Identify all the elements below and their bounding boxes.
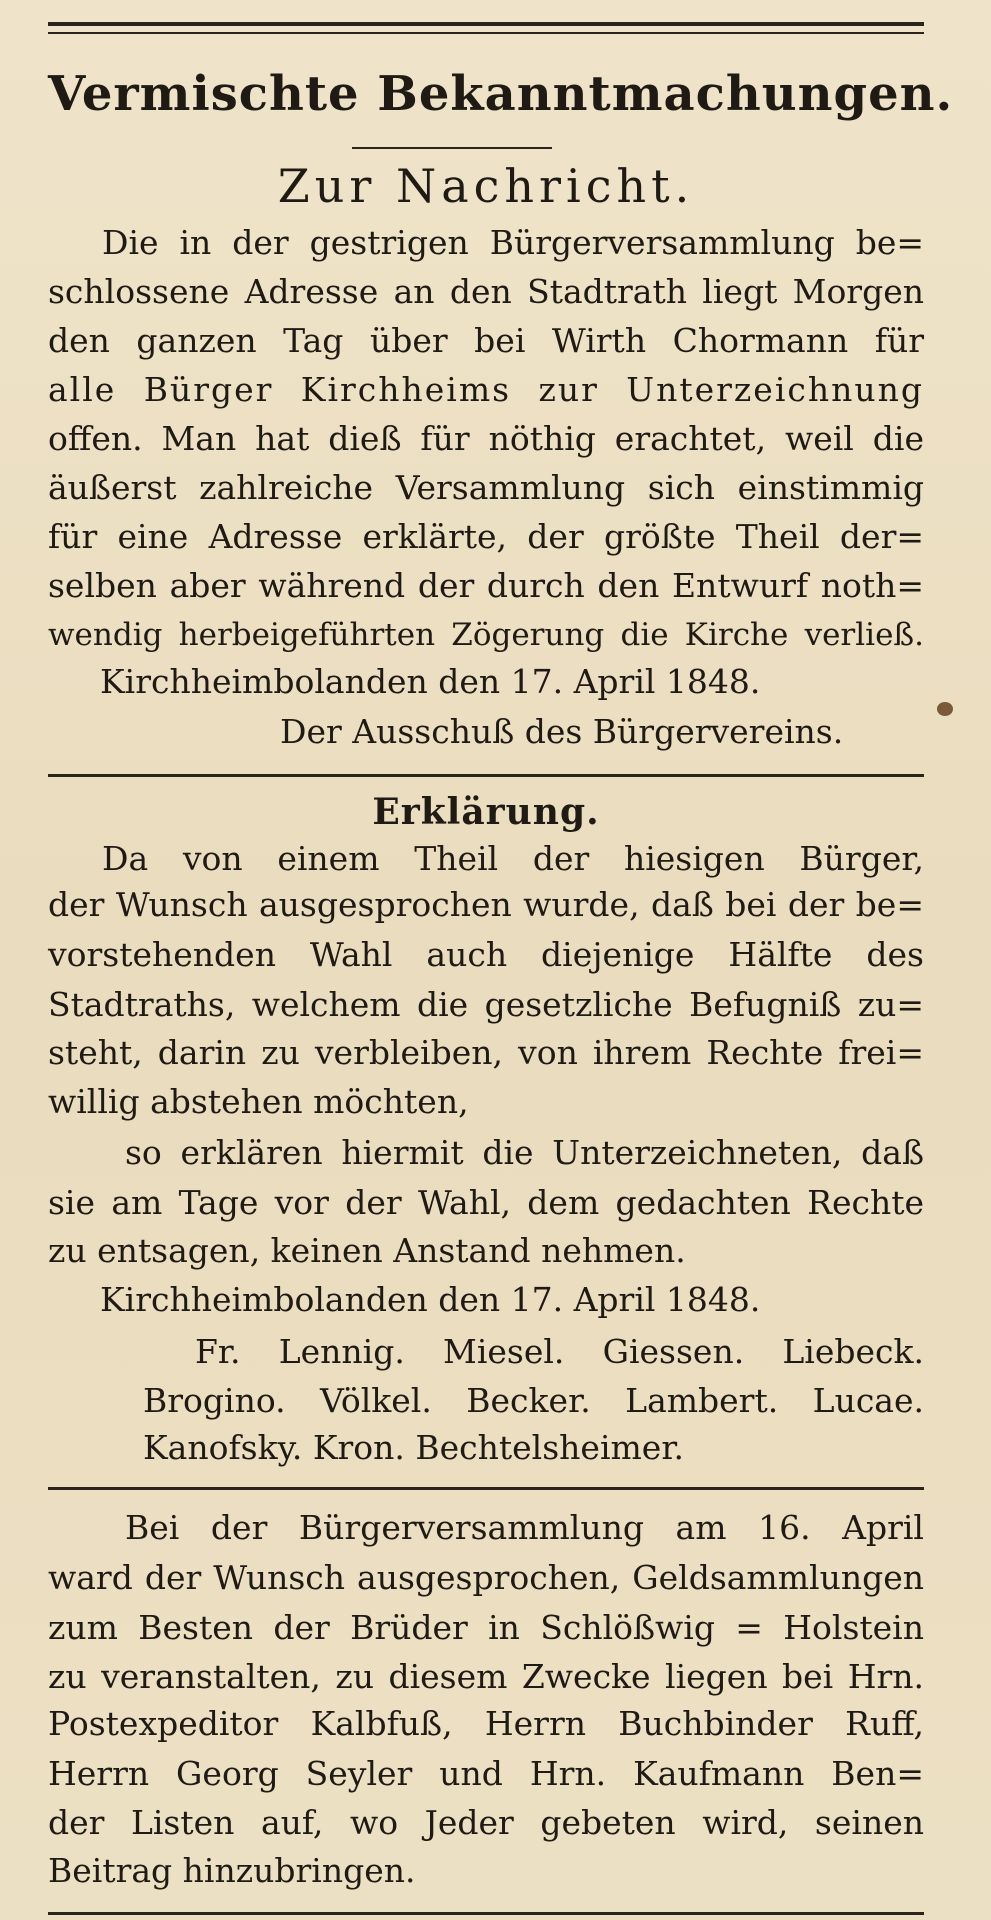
notice1-line: Die in der gestrigen Bürgerversammlung be= <box>102 223 924 262</box>
notice2-title: Erklärung. <box>372 791 600 833</box>
notice1-title: Zur Nachricht. <box>277 159 695 213</box>
notice1-line: schlossene Adresse an den Stadtrath liegt Morgen <box>48 272 924 311</box>
notice3-line: Bei der Bürgerversammlung am 16. April <box>125 1508 924 1547</box>
notice3-line: der Listen auf, wo Jeder gebeten wird, seinen <box>48 1803 924 1842</box>
notice3-line: Beitrag hinzubringen. <box>48 1851 416 1890</box>
top-rule <box>48 22 924 26</box>
separator-rule-2 <box>48 1487 924 1490</box>
notice3-line: Herrn Georg Seyler und Hrn. Kaufmann Ben= <box>48 1754 924 1793</box>
notice3-line: ward der Wunsch ausgesprochen, Geldsammlungen <box>48 1558 924 1597</box>
notice1-signature: Der Ausschuß des Bürgervereins. <box>280 712 844 751</box>
notice2-signers: Brogino. Völkel. Becker. Lambert. Lucae. <box>143 1381 924 1420</box>
title-underline <box>352 147 552 149</box>
notice2-line: willig abstehen möchten, <box>48 1082 469 1121</box>
notice2-line: so erklären hiermit die Unterzeichneten, daß <box>125 1133 924 1172</box>
notice2-signers: Kanofsky. Kron. Bechtelsheimer. <box>143 1428 684 1467</box>
notice1-line: alle Bürger Kirchheims zur Unterzeichnung <box>48 370 924 409</box>
notice2-date: Kirchheimbolanden den 17. April 1848. <box>100 1280 761 1319</box>
notice2-line: Stadtraths, welchem die gesetzliche Befugniß zu= <box>48 985 924 1024</box>
notice2-line: der Wunsch ausgesprochen wurde, daß bei der be= <box>48 885 924 924</box>
notice1-line: den ganzen Tag über bei Wirth Chormann für <box>48 321 924 360</box>
ink-stain <box>937 702 953 716</box>
section-title: Vermischte Bekanntmachungen. <box>48 66 954 122</box>
notice1-date: Kirchheimbolanden den 17. April 1848. <box>100 662 761 701</box>
separator-rule-1 <box>48 774 924 777</box>
notice2-line: sie am Tage vor der Wahl, dem gedachten Rechte <box>48 1183 924 1222</box>
notice2-line: Da von einem Theil der hiesigen Bürger, <box>102 839 924 878</box>
notice3-line: Postexpeditor Kalbfuß, Herrn Buchbinder Ruff, <box>48 1704 924 1743</box>
notice1-line: wendig herbeigeführten Zögerung die Kirche verließ. <box>48 617 924 653</box>
bottom-rule <box>48 1912 924 1915</box>
top-rule-thin <box>48 32 924 34</box>
notice1-line: selben aber während der durch den Entwurf noth= <box>48 566 924 605</box>
notice2-line: zu entsagen, keinen Anstand nehmen. <box>48 1231 686 1270</box>
notice2-signers: Fr. Lennig. Miesel. Giessen. Liebeck. <box>195 1332 924 1371</box>
notice2-line: steht, darin zu verbleiben, von ihrem Rechte frei= <box>48 1033 924 1072</box>
notice1-line: für eine Adresse erklärte, der größte Theil der= <box>48 517 924 556</box>
notice1-line: offen. Man hat dieß für nöthig erachtet, weil die <box>48 419 924 458</box>
notice3-line: zum Besten der Brüder in Schlößwig = Holstein <box>48 1608 924 1647</box>
notice2-line: vorstehenden Wahl auch diejenige Hälfte des <box>48 935 924 974</box>
notice1-line: äußerst zahlreiche Versammlung sich einstimmig <box>48 468 924 507</box>
notice3-line: zu veranstalten, zu diesem Zwecke liegen bei Hrn. <box>48 1657 924 1696</box>
